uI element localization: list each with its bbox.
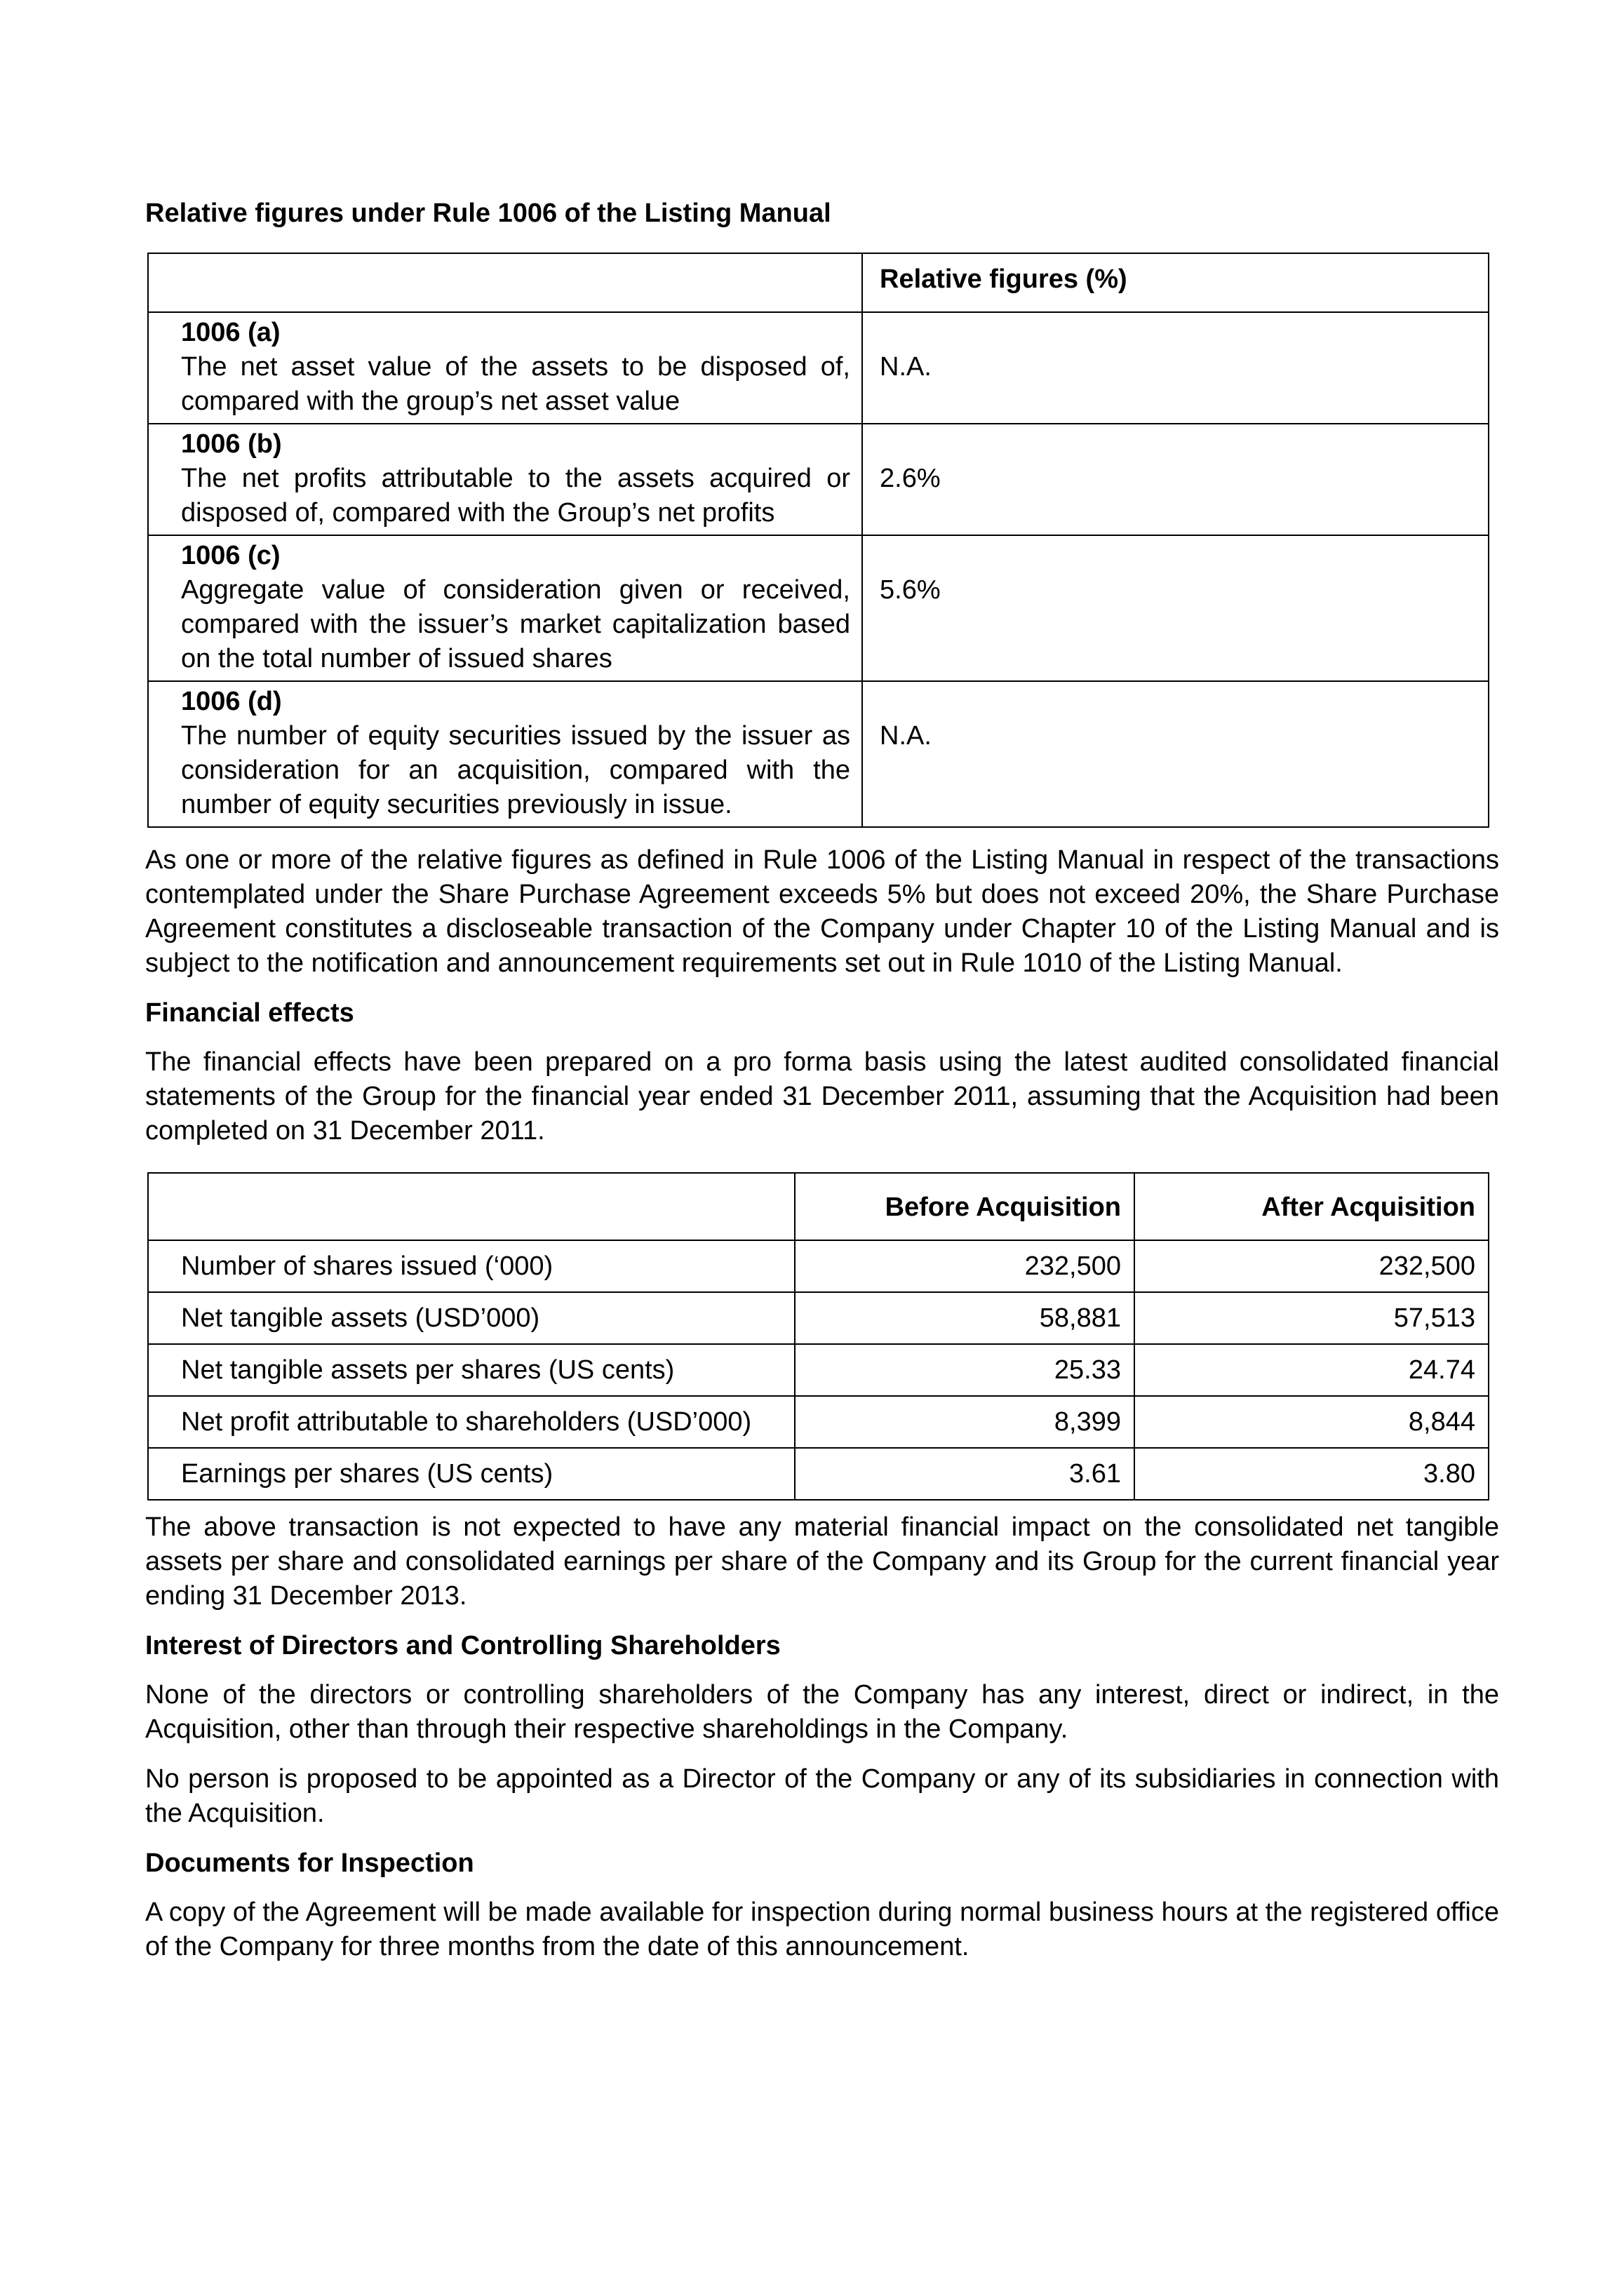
rule-value: 2.6%: [880, 464, 941, 493]
after-value: 57,513: [1134, 1292, 1489, 1344]
rule1006-paragraph: As one or more of the relative figures as defined in Rule 1006 of the Listing Manual in respect of the transactions contemplated under the Share Purchase Agreement exceeds 5% but does not exceed 20%, the Share Purchase Agreement constitutes a discloseable transaction of the Company under Chapter 10 of the Listing Manual and is subject to the notification and announcement requirements set out in Rule 1010 of the Listing Manual.: [145, 845, 1499, 978]
table-row: [148, 424, 1489, 535]
before-value: 25.33: [795, 1344, 1134, 1396]
rule-number: 1006 (b): [181, 429, 282, 459]
table-row: [148, 1240, 1489, 1292]
financial-effects-intro: The financial effects have been prepared on a pro forma basis using the latest audited consolidated financial statements of the Group for the financial year ended 31 December 2011, assuming that the Acquisition had been completed on 31 December 2011.: [145, 1047, 1499, 1146]
table-header-row: [148, 253, 1489, 312]
header-empty-cell: [148, 253, 862, 312]
interest-heading: Interest of Directors and Controlling Shareholders: [145, 1631, 781, 1660]
rule-number: 1006 (d): [181, 687, 282, 716]
header-empty-cell: [148, 1173, 795, 1240]
row-label: Number of shares issued (‘000): [148, 1240, 795, 1292]
documents-heading: Documents for Inspection: [145, 1848, 474, 1878]
document-page: [145, 196, 1499, 1964]
rule-value: N.A.: [880, 352, 932, 382]
row-label: Earnings per shares (US cents): [148, 1448, 795, 1500]
financial-impact-paragraph: The above transaction is not expected to have any material financial impact on the consolidated net tangible assets per share and consolidated earnings per share of the Company and its Group for the current financial year ending 31 December 2013.: [145, 1512, 1499, 1611]
rule-description: The number of equity securities issued by the issuer as consideration for an acquisition, compared with the number of equity securities previously in issue.: [181, 721, 850, 819]
table-row: [148, 1396, 1489, 1448]
rule-cell: [148, 424, 862, 535]
rule-cell: [148, 312, 862, 424]
row-label: Net tangible assets (USD’000): [148, 1292, 795, 1344]
table-row: [148, 535, 1489, 681]
after-value: 24.74: [1134, 1344, 1489, 1396]
rule-cell: [148, 535, 862, 681]
value-cell: [862, 424, 1489, 535]
row-label: Net profit attributable to shareholders (USD’000): [148, 1396, 795, 1448]
header-before-acquisition: Before Acquisition: [795, 1173, 1134, 1240]
row-label: Net tangible assets per shares (US cents): [148, 1344, 795, 1396]
interest-paragraph-1: None of the directors or controlling shareholders of the Company has any interest, direct or indirect, in the Acquisition, other than through their respective shareholdings in the Company.: [145, 1680, 1499, 1744]
value-cell: [862, 312, 1489, 424]
after-value: 232,500: [1134, 1240, 1489, 1292]
rule-description: The net asset value of the assets to be disposed of, compared with the group’s net asset value: [181, 352, 850, 416]
relative-figures-table: [147, 253, 1489, 828]
rule-value: N.A.: [880, 721, 932, 751]
table-row: [148, 1292, 1489, 1344]
before-value: 58,881: [795, 1292, 1134, 1344]
rule-number: 1006 (c): [181, 541, 281, 570]
before-value: 8,399: [795, 1396, 1134, 1448]
table-row: [148, 681, 1489, 827]
value-cell: [862, 535, 1489, 681]
interest-paragraph-2: No person is proposed to be appointed as a Director of the Company or any of its subsidiaries in connection with the Acquisition.: [145, 1764, 1499, 1828]
after-value: 8,844: [1134, 1396, 1489, 1448]
rule-number: 1006 (a): [181, 318, 281, 347]
header-relative-figures: Relative figures (%): [862, 253, 1489, 312]
financial-effects-table: [147, 1172, 1489, 1501]
rule-description: Aggregate value of consideration given or received, compared with the issuer’s market capitalization based on the total number of issued shares: [181, 575, 850, 673]
rule-description: The net profits attributable to the assets acquired or disposed of, compared with the Group’s net profits: [181, 464, 850, 528]
table-header-row: [148, 1173, 1489, 1240]
table-row: [148, 312, 1489, 424]
table-row: [148, 1448, 1489, 1500]
rule1006-heading: Relative figures under Rule 1006 of the Listing Manual: [145, 199, 831, 228]
header-after-acquisition: After Acquisition: [1134, 1173, 1489, 1240]
rule-cell: [148, 681, 862, 827]
before-value: 232,500: [795, 1240, 1134, 1292]
rule-value: 5.6%: [880, 575, 941, 605]
financial-effects-heading: Financial effects: [145, 998, 354, 1028]
after-value: 3.80: [1134, 1448, 1489, 1500]
before-value: 3.61: [795, 1448, 1134, 1500]
value-cell: [862, 681, 1489, 827]
documents-paragraph: A copy of the Agreement will be made available for inspection during normal business hours at the registered office of the Company for three months from the date of this announcement.: [145, 1898, 1499, 1961]
table-row: [148, 1344, 1489, 1396]
